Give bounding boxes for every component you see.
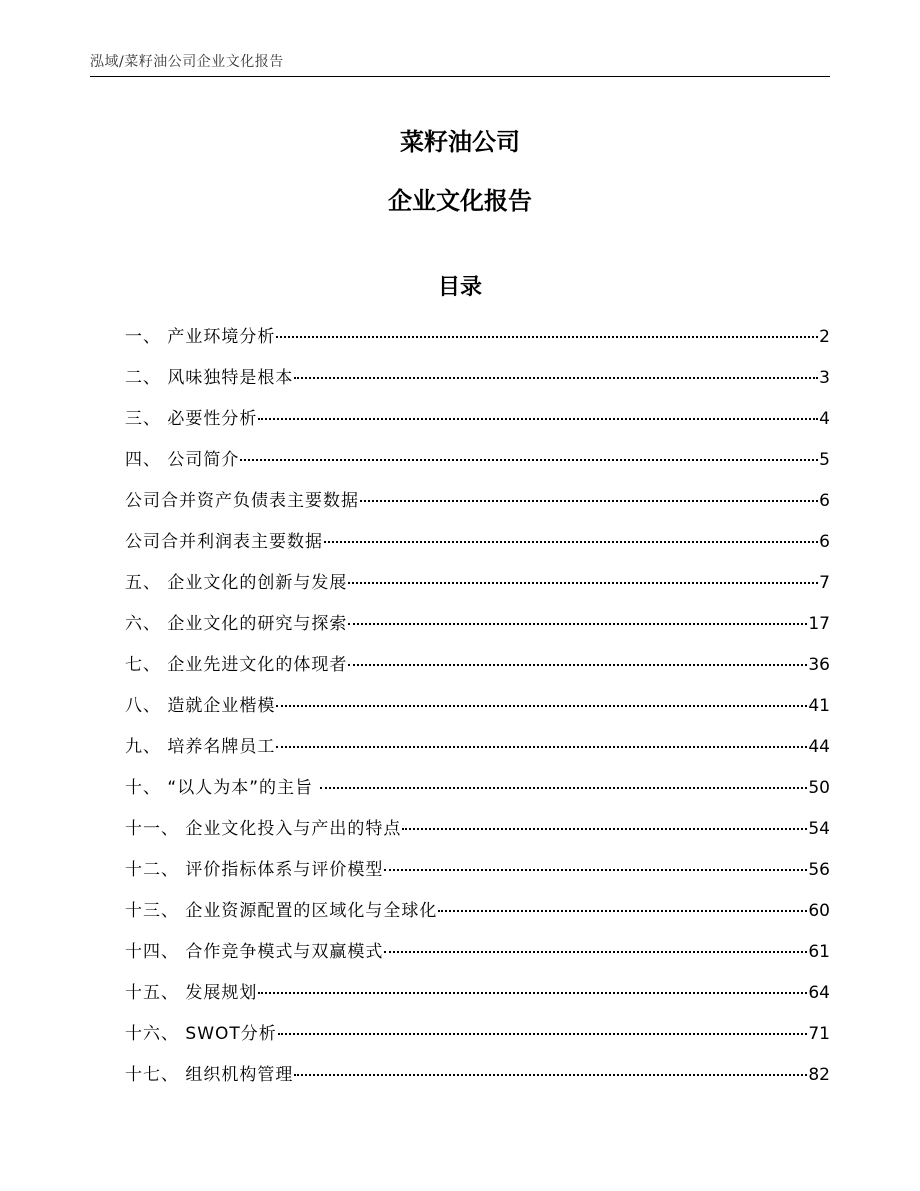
toc-dot-leader bbox=[276, 705, 807, 707]
toc-entry-title: 合作竞争模式与双赢模式 bbox=[185, 942, 384, 962]
toc-entry-number: 十一、 bbox=[125, 819, 186, 839]
toc-entry-number: 十三、 bbox=[125, 901, 186, 921]
toc-entry-title: 必要性分析 bbox=[167, 409, 258, 429]
toc-entry[interactable] bbox=[125, 939, 830, 980]
toc-dot-leader bbox=[240, 459, 818, 461]
toc-entry-number: 十五、 bbox=[125, 983, 186, 1003]
document-title-company: 菜籽油公司 bbox=[400, 128, 520, 156]
toc-entry-page-number: 6 bbox=[819, 491, 830, 511]
toc-entry-page-number: 7 bbox=[819, 573, 830, 593]
toc-dot-leader bbox=[320, 787, 807, 789]
table-of-contents bbox=[125, 324, 830, 1103]
toc-dot-leader bbox=[348, 582, 818, 584]
toc-dot-leader bbox=[438, 910, 807, 912]
toc-dot-leader bbox=[258, 418, 818, 420]
toc-dot-leader bbox=[294, 1074, 807, 1076]
toc-entry-page-number: 64 bbox=[808, 983, 830, 1003]
toc-entry-page-number: 36 bbox=[808, 655, 830, 675]
toc-dot-leader bbox=[384, 869, 807, 871]
toc-entry-page-number: 82 bbox=[808, 1065, 830, 1085]
toc-entry-title: 企业文化投入与产出的特点 bbox=[185, 819, 402, 839]
toc-entry-page-number: 56 bbox=[808, 860, 830, 880]
toc-dot-leader bbox=[276, 336, 818, 338]
toc-entry-number: 一、 bbox=[125, 327, 168, 347]
toc-entry[interactable] bbox=[125, 816, 830, 857]
toc-entry-number: 二、 bbox=[125, 368, 168, 388]
toc-entry-number: 十二、 bbox=[125, 860, 186, 880]
toc-entry-title: 评价指标体系与评价模型 bbox=[185, 860, 384, 880]
toc-entry-page-number: 4 bbox=[819, 409, 830, 429]
toc-dot-leader bbox=[348, 623, 807, 625]
toc-entry-page-number: 71 bbox=[808, 1024, 830, 1044]
toc-entry-number: 九、 bbox=[125, 737, 168, 757]
toc-entry-number: 六、 bbox=[125, 614, 168, 634]
toc-entry-page-number: 17 bbox=[808, 614, 830, 634]
toc-entry[interactable] bbox=[125, 570, 830, 611]
toc-entry[interactable] bbox=[125, 529, 830, 570]
toc-entry[interactable] bbox=[125, 652, 830, 693]
toc-entry-number: 十六、 bbox=[125, 1024, 186, 1044]
toc-dot-leader bbox=[324, 541, 818, 543]
toc-entry-page-number: 6 bbox=[819, 532, 830, 552]
toc-dot-leader bbox=[402, 828, 807, 830]
toc-entry-title: 企业先进文化的体现者 bbox=[167, 655, 348, 675]
toc-entry-page-number: 50 bbox=[808, 778, 830, 798]
toc-dot-leader bbox=[360, 500, 818, 502]
toc-entry[interactable] bbox=[125, 898, 830, 939]
toc-entry-title: “以人为本”的主旨 bbox=[167, 778, 320, 798]
toc-entry-number: 五、 bbox=[125, 573, 168, 593]
toc-dot-leader bbox=[278, 1033, 808, 1035]
toc-entry-title: 公司简介 bbox=[167, 450, 240, 470]
toc-entry-page-number: 3 bbox=[819, 368, 830, 388]
toc-dot-leader bbox=[384, 951, 807, 953]
toc-entry[interactable] bbox=[125, 980, 830, 1021]
toc-dot-leader bbox=[276, 746, 807, 748]
toc-entry-page-number: 54 bbox=[808, 819, 830, 839]
running-header: 泓域/菜籽油公司企业文化报告 bbox=[90, 54, 284, 70]
toc-entry[interactable] bbox=[125, 1021, 830, 1062]
toc-entry-title: 产业环境分析 bbox=[167, 327, 276, 347]
toc-entry-page-number: 2 bbox=[819, 327, 830, 347]
toc-entry-page-number: 41 bbox=[808, 696, 830, 716]
toc-entry-title: SWOT分析 bbox=[185, 1024, 277, 1044]
toc-dot-leader bbox=[294, 377, 818, 379]
toc-entry-title: 企业资源配置的区域化与全球化 bbox=[185, 901, 438, 921]
toc-entry-title: 造就企业楷模 bbox=[167, 696, 276, 716]
toc-entry-page-number: 44 bbox=[808, 737, 830, 757]
toc-entry[interactable] bbox=[125, 857, 830, 898]
header-rule bbox=[90, 76, 830, 77]
toc-entry-number: 十七、 bbox=[125, 1065, 186, 1085]
toc-entry[interactable] bbox=[125, 775, 830, 816]
toc-entry[interactable] bbox=[125, 365, 830, 406]
toc-entry[interactable] bbox=[125, 488, 830, 529]
toc-entry[interactable] bbox=[125, 611, 830, 652]
toc-entry-title: 企业文化的创新与发展 bbox=[167, 573, 348, 593]
toc-entry[interactable] bbox=[125, 324, 830, 365]
document-title-report: 企业文化报告 bbox=[388, 187, 532, 215]
toc-entry-page-number: 60 bbox=[808, 901, 830, 921]
toc-entry-number: 十四、 bbox=[125, 942, 186, 962]
toc-dot-leader bbox=[258, 992, 807, 994]
toc-entry[interactable] bbox=[125, 447, 830, 488]
toc-entry[interactable] bbox=[125, 693, 830, 734]
toc-dot-leader bbox=[348, 664, 807, 666]
toc-entry[interactable] bbox=[125, 1062, 830, 1103]
toc-entry-title: 风味独特是根本 bbox=[167, 368, 294, 388]
toc-entry-number: 四、 bbox=[125, 450, 168, 470]
toc-entry-page-number: 5 bbox=[819, 450, 830, 470]
toc-entry-number: 三、 bbox=[125, 409, 168, 429]
toc-entry-title: 公司合并利润表主要数据 bbox=[125, 532, 323, 552]
toc-entry-title: 发展规划 bbox=[185, 983, 258, 1003]
toc-entry-title: 企业文化的研究与探索 bbox=[167, 614, 348, 634]
toc-entry-page-number: 61 bbox=[808, 942, 830, 962]
toc-heading: 目录 bbox=[437, 275, 482, 300]
toc-entry-number: 八、 bbox=[125, 696, 168, 716]
toc-entry-number: 十、 bbox=[125, 778, 168, 798]
toc-entry-title: 组织机构管理 bbox=[185, 1065, 294, 1085]
toc-entry-title: 培养名牌员工 bbox=[167, 737, 276, 757]
toc-entry[interactable] bbox=[125, 734, 830, 775]
toc-entry[interactable] bbox=[125, 406, 830, 447]
toc-entry-title: 公司合并资产负债表主要数据 bbox=[125, 491, 359, 511]
toc-entry-number: 七、 bbox=[125, 655, 168, 675]
